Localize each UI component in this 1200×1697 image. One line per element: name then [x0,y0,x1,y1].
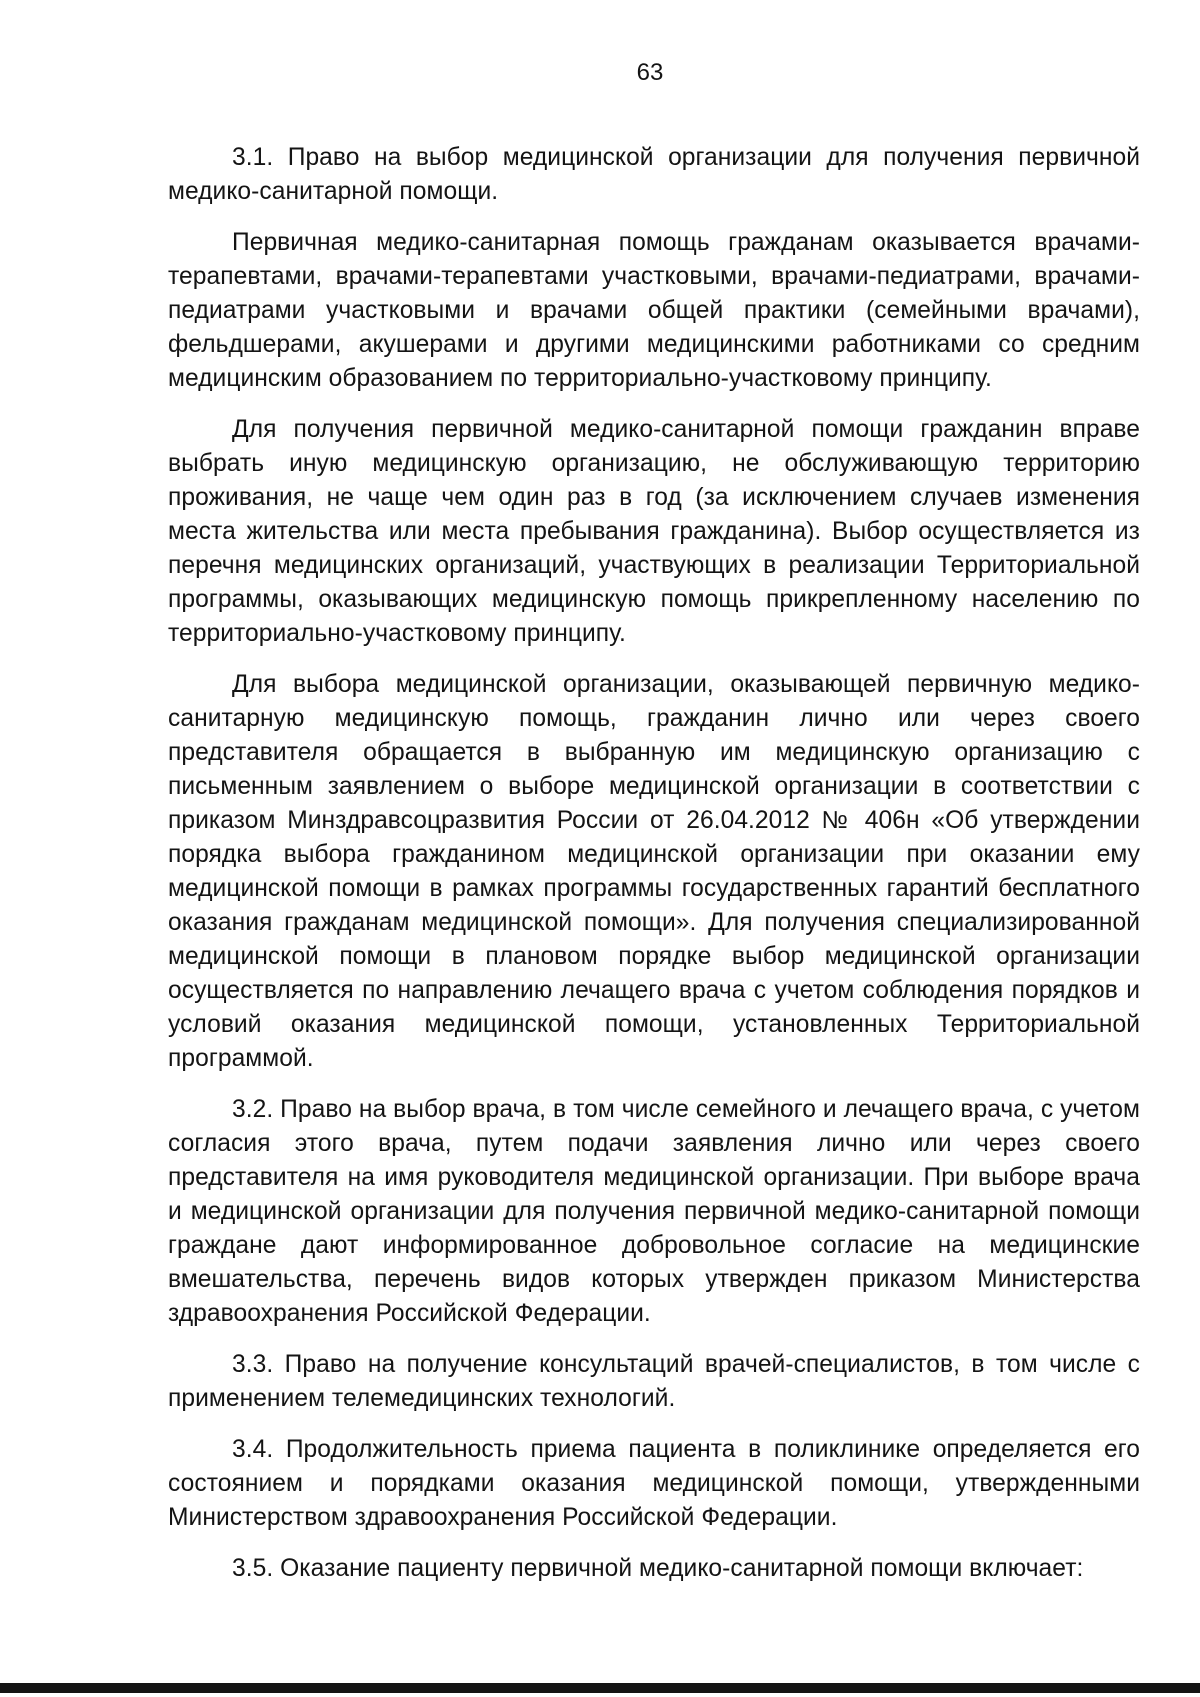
document-body [168,141,1140,1603]
paragraph-choice-procedure: Для выбора медицинской организации, оказывающей первичную медико-санитарную медицинскую помощь, гражданин лично или через своего представителя обращается в выбранную им медицинскую организацию с письменным заявлением о выборе медицинской организации в соответствии с приказом Минздравсоцразвития России от 26.04.2012 № 406н «Об утверждении порядка выбора гражданином медицинской организации при оказании ему медицинской помощи в рамках программы государственных гарантий бесплатного оказания гражданам медицинской помощи». Для получения специализированной медицинской помощи в плановом порядке выбор медицинской организации осуществляется по направлению лечащего врача с учетом соблюдения порядков и условий оказания медицинской помощи, установленных Территориальной программой. [168,671,1140,1072]
bottom-scan-border [0,1683,1200,1693]
page-number: 63 [636,59,664,86]
paragraph-primary-care-providers: Первичная медико-санитарная помощь гражданам оказывается врачами-терапевтами, врачами-терапевтами участковыми, врачами-педиатрами, врачами-педиатрами участковыми и врачами общей практики (семейными врачами), фельдшерами, акушерами и другими медицинскими работниками со средним медицинским образованием по территориально-участковому принципу. [168,229,1140,392]
paragraph-3-4: 3.4. Продолжительность приема пациента в поликлинике определяется его состоянием и порядками оказания медицинской помощи, утвержденными Министерством здравоохранения Российской Федерации. [168,1436,1140,1531]
paragraph-3-1: 3.1. Право на выбор медицинской организации для получения первичной медико-санитарной помощи. [168,144,1140,205]
paragraph-3-2: 3.2. Право на выбор врача, в том числе семейного и лечащего врача, с учетом согласия этого врача, путем подачи заявления лично или через своего представителя на имя руководителя медицинской организации. При выборе врача и медицинской организации для получения первичной медико-санитарной помощи граждане дают информированное добровольное согласие на медицинские вмешательства, перечень видов которых утвержден приказом Министерства здравоохранения Российской Федерации. [168,1096,1140,1327]
paragraph-3-3: 3.3. Право на получение консультаций врачей-специалистов, в том числе с применением телемедицинских технологий. [168,1351,1140,1412]
paragraph-choice-of-organization: Для получения первичной медико-санитарной помощи гражданин вправе выбрать иную медицинскую организацию, не обслуживающую территорию проживания, не чаще чем один раз в год (за исключением случаев изменения места жительства или места пребывания гражданина). Выбор осуществляется из перечня медицинских организаций, участвующих в реализации Территориальной программы, оказывающих медицинскую помощь прикрепленному населению по территориально-участковому принципу. [168,416,1140,647]
paragraph-3-5: 3.5. Оказание пациенту первичной медико-санитарной помощи включает: [232,1555,1084,1582]
